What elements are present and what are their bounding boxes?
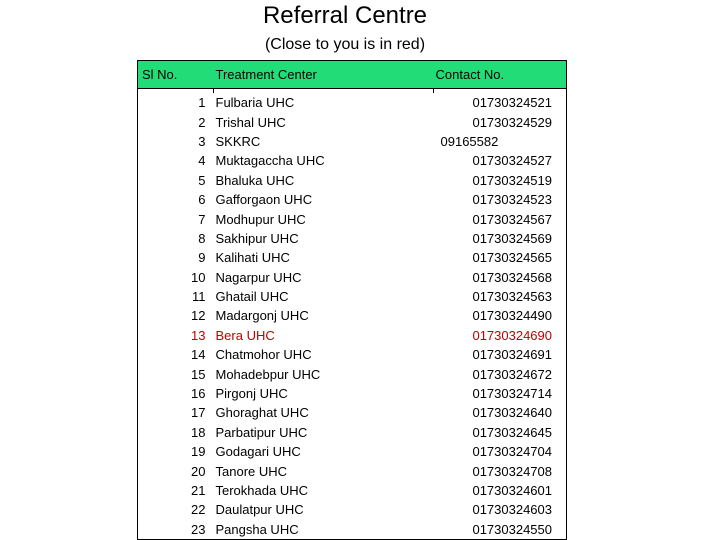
row-contact-no: 01730324563 bbox=[472, 289, 552, 305]
row-sl-no: 22 bbox=[138, 500, 214, 519]
row-sl-no: 6 bbox=[138, 190, 214, 209]
row-contact-no: 01730324645 bbox=[472, 424, 552, 440]
table-header-row bbox=[138, 61, 567, 89]
row-sl-no: 10 bbox=[138, 268, 214, 287]
row-contact-no: 01730324568 bbox=[472, 269, 552, 285]
row-treatment-center: Gafforgaon UHC bbox=[215, 192, 313, 208]
row-contact-no: 01730324519 bbox=[472, 172, 552, 188]
row-treatment-center: Kalihati UHC bbox=[215, 250, 290, 266]
row-treatment-center: Terokhada UHC bbox=[215, 483, 308, 498]
table-row bbox=[138, 461, 567, 480]
row-contact-no: 01730324690 bbox=[472, 327, 552, 343]
row-sl-no: 13 bbox=[138, 326, 214, 345]
row-treatment-center: Modhupur UHC bbox=[215, 211, 306, 227]
row-sl-no: 23 bbox=[138, 520, 214, 540]
table-row bbox=[138, 209, 567, 228]
row-sl-no: 18 bbox=[138, 423, 214, 442]
row-sl-no: 17 bbox=[138, 403, 214, 422]
header-treatment-center: Treatment Center bbox=[214, 61, 434, 89]
table-row bbox=[138, 423, 567, 442]
page-title: Referral Centre bbox=[262, 2, 428, 29]
row-contact-no: 01730324708 bbox=[472, 463, 552, 479]
table-row bbox=[138, 384, 567, 403]
row-treatment-center: Pirgonj UHC bbox=[215, 386, 288, 402]
row-sl-no: 7 bbox=[138, 209, 214, 228]
table-row bbox=[138, 364, 567, 383]
row-contact-cell bbox=[434, 268, 567, 287]
table-row bbox=[138, 287, 567, 306]
row-contact-cell bbox=[434, 306, 567, 325]
row-sl-no: 9 bbox=[138, 248, 214, 267]
page-subtitle: (Close to you is in red) bbox=[264, 36, 426, 53]
row-treatment-center: Trishal UHC bbox=[215, 114, 286, 130]
row-sl-no: 8 bbox=[138, 229, 214, 248]
row-sl-no: 4 bbox=[138, 151, 214, 170]
row-contact-cell bbox=[434, 403, 567, 422]
row-contact-no: 01730324704 bbox=[472, 444, 552, 460]
row-contact-cell bbox=[434, 461, 567, 480]
row-contact-cell bbox=[434, 171, 567, 190]
table-row bbox=[138, 190, 567, 209]
row-treatment-center: Ghatail UHC bbox=[215, 289, 289, 305]
row-contact-no: 01730324567 bbox=[472, 211, 552, 227]
row-contact-cell bbox=[434, 209, 567, 228]
table-row bbox=[138, 481, 567, 500]
header-sl-no: Sl No. bbox=[138, 61, 214, 89]
row-contact-no: 01730324529 bbox=[472, 114, 552, 130]
row-contact-no: 01730324523 bbox=[472, 192, 552, 208]
row-contact-cell bbox=[434, 287, 567, 306]
row-treatment-center: Sakhipur UHC bbox=[215, 230, 299, 246]
row-contact-cell bbox=[434, 384, 567, 403]
row-sl-no: 12 bbox=[138, 306, 214, 325]
row-treatment-center: Fulbaria UHC bbox=[215, 95, 295, 111]
row-treatment-center: Godagari UHC bbox=[215, 444, 301, 460]
row-sl-no: 15 bbox=[138, 364, 214, 383]
row-contact-no: 01730324527 bbox=[472, 153, 552, 169]
row-treatment-center: Tanore UHC bbox=[215, 463, 288, 479]
row-treatment-center: Bera UHC bbox=[215, 327, 275, 343]
row-contact-no: 01730324714 bbox=[472, 386, 552, 402]
row-treatment-center: Mohadebpur UHC bbox=[215, 366, 321, 382]
row-contact-no: 01730324569 bbox=[472, 230, 552, 246]
row-contact-cell bbox=[434, 326, 567, 345]
row-treatment-center: Daulatpur UHC bbox=[215, 502, 304, 518]
table-row bbox=[138, 442, 567, 461]
row-contact-cell bbox=[434, 345, 567, 364]
row-contact-no: 01730324672 bbox=[472, 366, 552, 382]
table-row bbox=[138, 93, 567, 112]
table-row bbox=[138, 403, 567, 422]
table-row bbox=[138, 268, 567, 287]
row-sl-no: 20 bbox=[138, 461, 214, 480]
row-sl-no: 1 bbox=[138, 93, 214, 112]
row-treatment-center: Bhaluka UHC bbox=[215, 172, 295, 188]
row-contact-cell bbox=[434, 151, 567, 170]
table-row bbox=[138, 171, 567, 190]
row-contact-no: 01730324601 bbox=[472, 483, 552, 498]
row-contact-no: 01730324691 bbox=[472, 347, 552, 363]
referral-table bbox=[137, 60, 567, 540]
row-treatment-center: Nagarpur UHC bbox=[215, 269, 302, 285]
row-treatment-center: Madargonj UHC bbox=[215, 308, 309, 324]
row-contact-no: 01730324603 bbox=[472, 502, 552, 518]
row-contact-cell bbox=[434, 132, 567, 151]
row-contact-no: 01730324640 bbox=[472, 405, 552, 421]
row-treatment-center: Pangsha UHC bbox=[214, 520, 434, 540]
row-sl-no: 14 bbox=[138, 345, 214, 364]
table-row bbox=[138, 326, 567, 345]
row-contact-cell bbox=[434, 423, 567, 442]
row-contact-cell bbox=[434, 248, 567, 267]
table-row bbox=[138, 151, 567, 170]
row-sl-no: 5 bbox=[138, 171, 214, 190]
row-sl-no: 19 bbox=[138, 442, 214, 461]
row-contact-no: 01730324521 bbox=[472, 95, 552, 111]
row-contact-cell bbox=[434, 112, 567, 131]
row-treatment-center: Chatmohor UHC bbox=[215, 347, 312, 363]
row-contact-cell bbox=[434, 229, 567, 248]
table-row bbox=[138, 229, 567, 248]
row-contact-no: 01730324565 bbox=[472, 250, 552, 266]
row-sl-no: 3 bbox=[138, 132, 214, 151]
header-contact-no: Contact No. bbox=[434, 61, 567, 89]
row-sl-no: 16 bbox=[138, 384, 214, 403]
row-contact-cell bbox=[434, 93, 567, 112]
row-sl-no: 21 bbox=[138, 481, 214, 500]
row-contact-cell bbox=[434, 364, 567, 383]
row-sl-no: 11 bbox=[138, 287, 214, 306]
table-row bbox=[138, 248, 567, 267]
row-contact-no: 01730324550 bbox=[472, 521, 552, 537]
row-contact-cell bbox=[434, 190, 567, 209]
row-sl-no: 2 bbox=[138, 112, 214, 131]
row-contact-cell bbox=[434, 442, 567, 461]
row-treatment-center: SKKRC bbox=[215, 133, 261, 149]
row-treatment-center: Ghoraghat UHC bbox=[215, 405, 309, 421]
table-row bbox=[138, 520, 567, 540]
table-row bbox=[138, 345, 567, 364]
table-row bbox=[138, 112, 567, 131]
row-treatment-center: Muktagaccha UHC bbox=[215, 153, 325, 169]
table-row bbox=[138, 306, 567, 325]
row-contact-cell bbox=[434, 481, 567, 500]
row-contact-no: 01730324490 bbox=[472, 308, 552, 324]
row-contact-cell bbox=[434, 520, 567, 540]
row-contact-cell bbox=[434, 500, 567, 519]
table-row bbox=[138, 500, 567, 519]
row-contact-no: 09165582 bbox=[440, 133, 499, 149]
row-treatment-center: Parbatipur UHC bbox=[215, 424, 308, 440]
table-row bbox=[138, 132, 567, 151]
